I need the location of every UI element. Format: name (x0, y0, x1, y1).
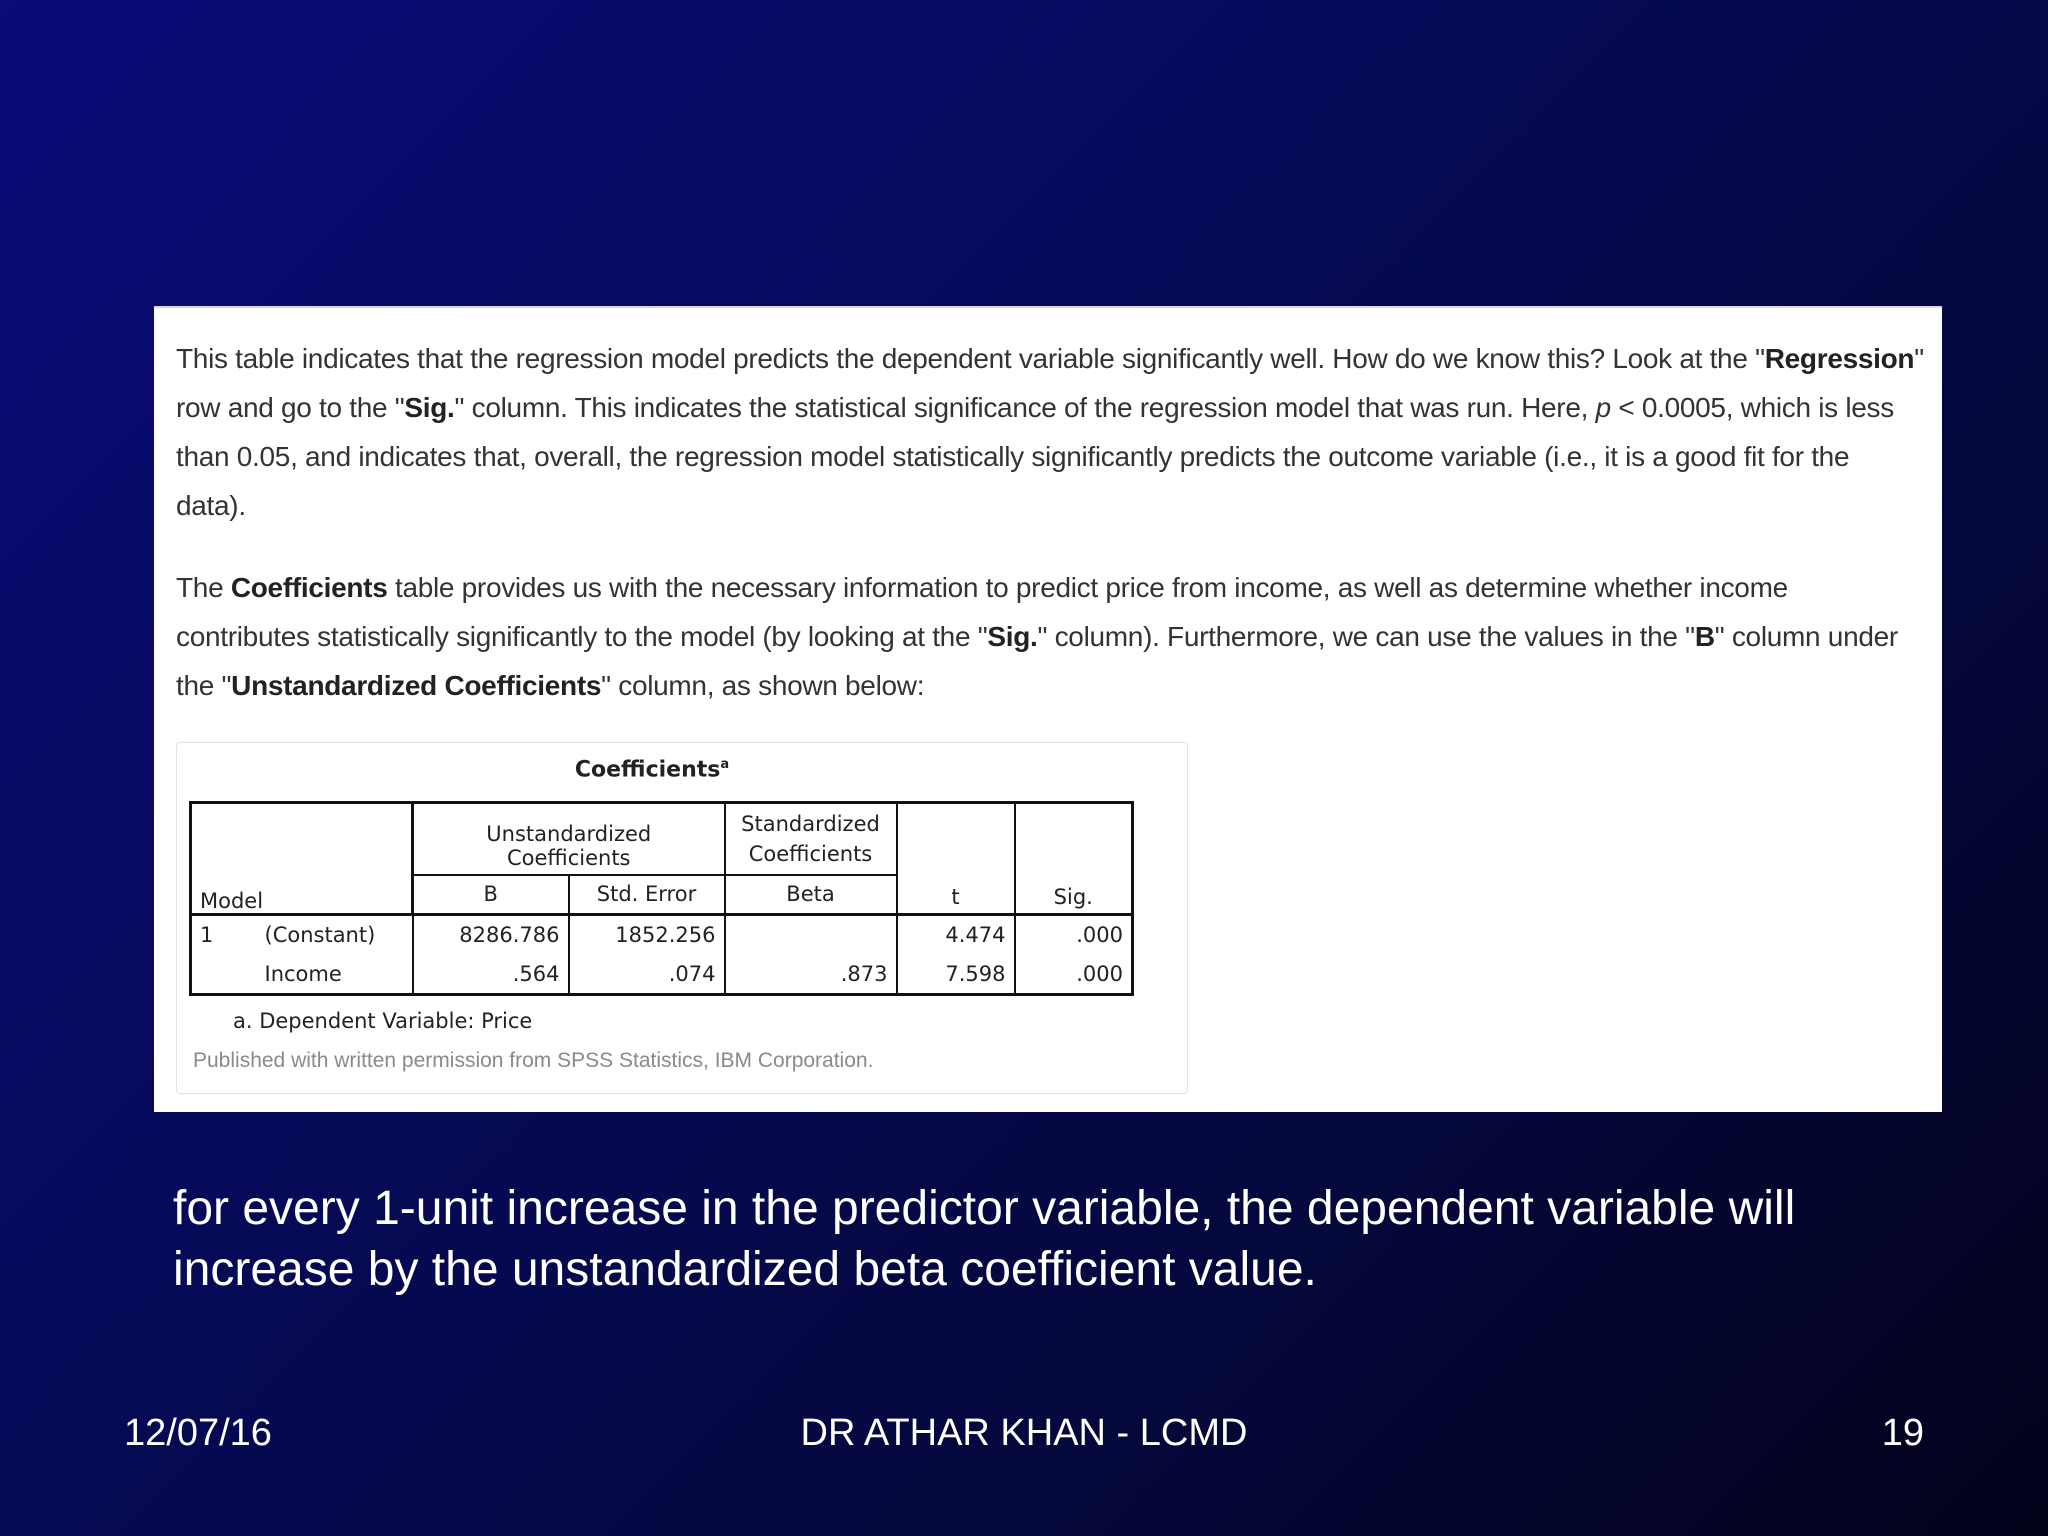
content-panel (154, 306, 1942, 1112)
header-standardized (725, 803, 897, 875)
header-std-error-label: Std. Error (596, 882, 697, 907)
text-span: " row and go to the " (176, 343, 1924, 423)
header-b-label: B (483, 882, 498, 907)
header-sig (1015, 803, 1133, 915)
text-span: " column. This indicates the statistical significance of the regression model that was run. Here, (454, 392, 1596, 423)
text-span: " column). Furthermore, we can use the values in the " (1037, 621, 1695, 652)
text-span: table provides us with the necessary information to predict price from income, as well as determine whether income contributes statistically significantly to the model (by looking at the " (176, 572, 1788, 652)
bold-text: Coefficients (230, 572, 388, 603)
bold-text: Sig. (404, 392, 455, 423)
italic-text: p (1595, 392, 1611, 423)
cell-beta: .873 (725, 955, 897, 995)
spss-table-title (177, 757, 1127, 782)
header-t-label: t (951, 885, 960, 909)
footer-author: DR ATHAR KHAN - LCMD (800, 1412, 1248, 1454)
cell-model (191, 955, 257, 995)
header-standardized-label: Standardized Coefficients (741, 811, 880, 866)
header-unstandardized (413, 803, 725, 875)
cell-term: Income (257, 955, 413, 995)
cell-t: 7.598 (897, 955, 1015, 995)
cell-beta (725, 915, 897, 955)
paragraph-regression (176, 334, 1926, 530)
text-span: " (1755, 343, 1765, 374)
slide-caption: for every 1-unit increase in the predictor variable, the dependent variable will increase by the unstandardized beta coefficient value. (173, 1182, 1796, 1296)
coefficients-table (189, 801, 1134, 996)
bold-text: Sig. (987, 621, 1038, 652)
paragraph-coefficients (176, 563, 1926, 710)
header-std-error (569, 875, 725, 915)
table-row (191, 955, 1133, 995)
footer-date: 12/07/16 (124, 1412, 272, 1454)
bold-text: Regression (1764, 343, 1915, 374)
cell-sig: .000 (1015, 955, 1133, 995)
footer-page-number: 19 (1881, 1412, 1924, 1454)
cell-b: .564 (413, 955, 569, 995)
header-beta-label: Beta (786, 882, 835, 907)
text-span: " column under the " (176, 621, 1898, 701)
header-model (191, 803, 413, 915)
bold-text: Unstandardized Coefficients (231, 670, 602, 701)
cell-std-error: 1852.256 (569, 915, 725, 955)
cell-model: 1 (191, 915, 257, 955)
title-text: Coefficients (574, 757, 721, 783)
table-footnote: a. Dependent Variable: Price (233, 1009, 533, 1033)
text-span: This table indicates that the regression model predicts the dependent variable significantly well. How do we know this? Look at the (176, 343, 1756, 374)
header-sig-label: Sig. (1053, 885, 1093, 909)
header-unstandardized-label: Unstandardized Coefficients (486, 821, 652, 870)
spss-output-box (176, 742, 1188, 1094)
permission-note: Published with written permission from SPSS Statistics, IBM Corporation. (193, 1049, 874, 1072)
header-model-label: Model (200, 889, 264, 913)
text-span: " column, as shown below: (601, 670, 925, 701)
table-row (191, 915, 1133, 955)
cell-b: 8286.786 (413, 915, 569, 955)
bold-text: B (1694, 621, 1715, 652)
header-beta (725, 875, 897, 915)
header-b (413, 875, 569, 915)
text-span: < 0.0005, which is less than 0.05, and indicates that, overall, the regression model statistically significantly predicts the outcome variable (i.e., it is a good fit for the data). (176, 392, 1894, 521)
title-superscript: a (720, 757, 730, 772)
header-t (897, 803, 1015, 915)
cell-t: 4.474 (897, 915, 1015, 955)
text-span: The (176, 572, 231, 603)
cell-sig: .000 (1015, 915, 1133, 955)
cell-std-error: .074 (569, 955, 725, 995)
cell-term: (Constant) (257, 915, 413, 955)
